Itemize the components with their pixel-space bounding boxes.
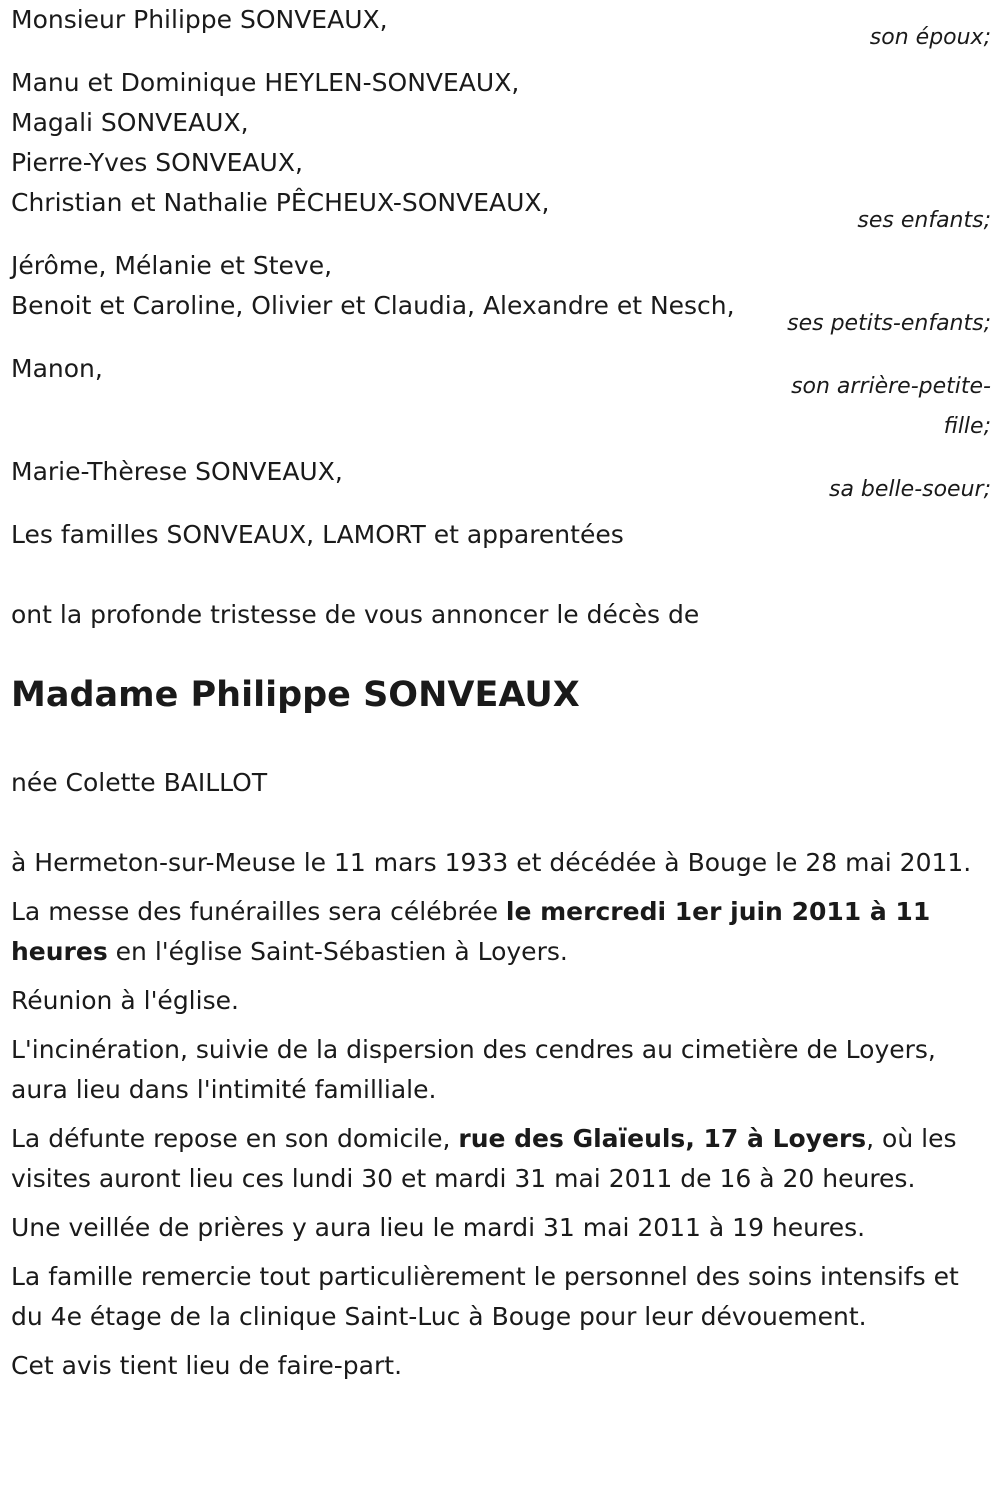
child-name: Christian et Nathalie PÊCHEUX-SONVEAUX, xyxy=(11,188,550,217)
obituary-notice xyxy=(11,0,991,1386)
maiden-name: née Colette BAILLOT xyxy=(11,768,268,797)
meeting-paragraph: Réunion à l'église. xyxy=(11,986,239,1015)
child-name: Pierre-Yves SONVEAUX, xyxy=(11,148,303,177)
announcement-line: ont la profonde tristesse de vous annoncer le décès de xyxy=(11,600,700,629)
sister-in-law-group xyxy=(11,452,991,510)
sister-in-law-name: Marie-Thèrese SONVEAUX, xyxy=(11,457,343,486)
child-name: Manu et Dominique HEYLEN-SONVEAUX, xyxy=(11,68,520,97)
thanks-paragraph: La famille remercie tout particulièrement le personnel des soins intensifs et du 4e étage de la clinique Saint-Luc à Bouge pour leur dévouement. xyxy=(11,1262,959,1331)
rest-prefix: La défunte repose en son domicile, xyxy=(11,1124,459,1153)
funeral-paragraph xyxy=(11,892,991,972)
rest-paragraph xyxy=(11,1119,991,1199)
sister-in-law-role: sa belle-soeur; xyxy=(829,477,991,502)
birth-death-paragraph: à Hermeton-sur-Meuse le 11 mars 1933 et décédée à Bouge le 28 mai 2011. xyxy=(11,848,972,877)
spouse-name: Monsieur Philippe SONVEAUX, xyxy=(11,5,388,34)
grandchildren-role: ses petits-enfants; xyxy=(787,311,991,336)
families-group xyxy=(11,515,991,555)
funeral-prefix: La messe des funérailles sera célébrée xyxy=(11,897,506,926)
funeral-suffix: en l'église Saint-Sébastien à Loyers. xyxy=(107,937,568,966)
spouse-group xyxy=(11,0,991,58)
grandchild-name: Jérôme, Mélanie et Steve, xyxy=(11,251,333,280)
great-grandchild-group xyxy=(11,349,991,447)
deceased-name: Madame Philippe SONVEAUX xyxy=(11,675,580,715)
closing-paragraph: Cet avis tient lieu de faire-part. xyxy=(11,1351,403,1380)
rest-suffix: , où les visites auront lieu ces lundi 30 et mardi 31 mai 2011 de 16 à 20 heures. xyxy=(11,1124,957,1193)
children-group xyxy=(11,63,991,241)
rest-address: rue des Glaïeuls, 17 à Loyers xyxy=(458,1124,867,1153)
spouse-role: son époux; xyxy=(869,25,991,50)
families-line: Les familles SONVEAUX, LAMORT et apparentées xyxy=(11,520,624,549)
children-role: ses enfants; xyxy=(857,208,991,233)
cremation-paragraph: L'incinération, suivie de la dispersion des cendres au cimetière de Loyers, aura lieu dans l'intimité familliale. xyxy=(11,1035,936,1104)
great-grandchild-name: Manon, xyxy=(11,354,103,383)
funeral-date: le mercredi 1er juin 2011 à 11 heures xyxy=(11,897,931,966)
great-grandchild-role-line1: son arrière-petite- xyxy=(791,374,991,399)
grandchildren-group xyxy=(11,246,991,344)
grandchild-name: Benoit et Caroline, Olivier et Claudia, Alexandre et Nesch, xyxy=(11,291,735,320)
vigil-paragraph: Une veillée de prières y aura lieu le mardi 31 mai 2011 à 19 heures. xyxy=(11,1213,866,1242)
great-grandchild-role-line2: fille; xyxy=(943,414,991,439)
child-name: Magali SONVEAUX, xyxy=(11,108,249,137)
